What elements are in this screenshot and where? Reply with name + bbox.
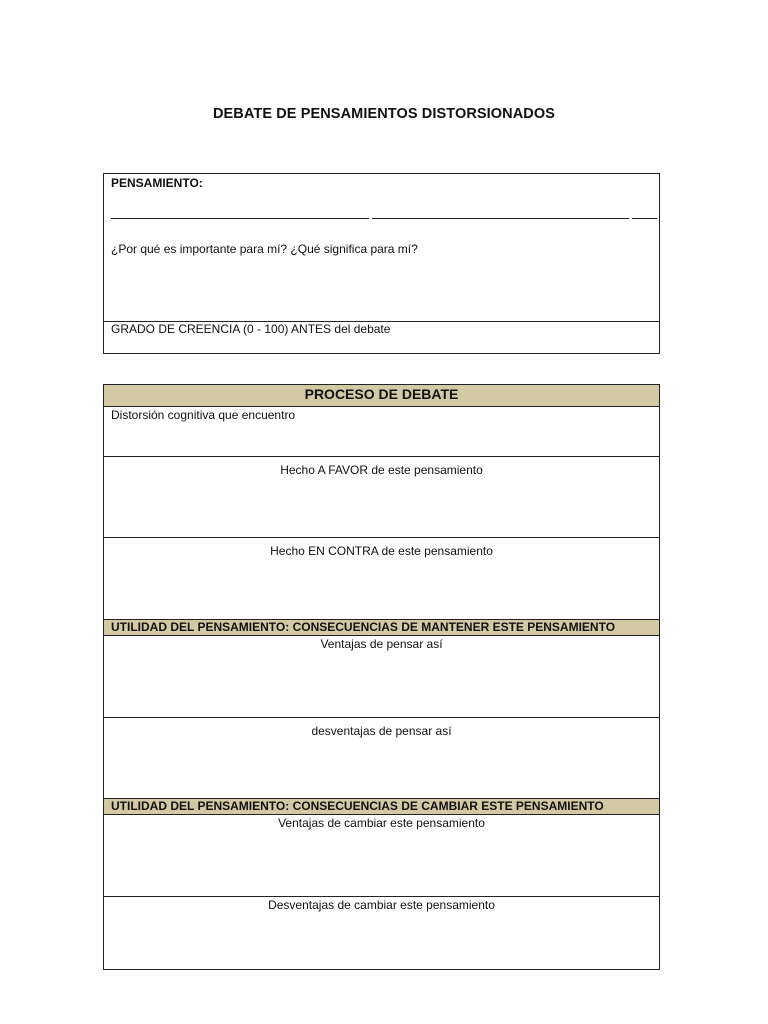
- keep-section-header-row: [104, 619, 659, 635]
- pensamiento-write-line[interactable]: [372, 218, 629, 219]
- change-disadvantages-row[interactable]: [104, 896, 659, 969]
- keep-disadvantages-label: desventajas de pensar así: [311, 724, 452, 738]
- distortion-label: Distorsión cognitiva que encuentro: [111, 408, 296, 422]
- keep-disadvantages-row[interactable]: [104, 717, 659, 798]
- fact-for-row[interactable]: [104, 456, 659, 537]
- fact-for-label: Hecho A FAVOR de este pensamiento: [280, 463, 483, 477]
- change-advantages-label: Ventajas de cambiar este pensamiento: [278, 816, 485, 830]
- debate-table: [103, 384, 660, 970]
- keep-advantages-row[interactable]: [104, 635, 659, 717]
- keep-advantages-label: Ventajas de pensar así: [320, 637, 443, 651]
- document-title: DEBATE DE PENSAMIENTOS DISTORSIONADOS: [212, 106, 556, 122]
- change-section-header-row: [104, 798, 659, 814]
- change-advantages-row[interactable]: [104, 814, 659, 896]
- importance-question-label: ¿Por qué es importante para mí? ¿Qué significa para mí?: [111, 242, 418, 256]
- change-disadvantages-label: Desventajas de cambiar este pensamiento: [268, 898, 495, 912]
- pensamiento-write-line[interactable]: [632, 218, 657, 219]
- thought-box: [103, 173, 660, 354]
- keep-section-header: UTILIDAD DEL PENSAMIENTO: CONSECUENCIAS DE MANTENER ESTE PENSAMIENTO: [111, 620, 616, 634]
- pensamiento-write-line[interactable]: [111, 218, 369, 219]
- belief-before-label: GRADO DE CREENCIA (0 - 100) ANTES del debate: [111, 322, 391, 336]
- fact-against-row[interactable]: [104, 537, 659, 619]
- distortion-row[interactable]: [104, 406, 659, 456]
- fact-against-label: Hecho EN CONTRA de este pensamiento: [270, 544, 493, 558]
- change-section-header: UTILIDAD DEL PENSAMIENTO: CONSECUENCIAS DE CAMBIAR ESTE PENSAMIENTO: [111, 799, 604, 813]
- debate-header-row: [104, 385, 659, 406]
- debate-header: PROCESO DE DEBATE: [304, 386, 459, 402]
- pensamiento-label: PENSAMIENTO:: [111, 176, 203, 190]
